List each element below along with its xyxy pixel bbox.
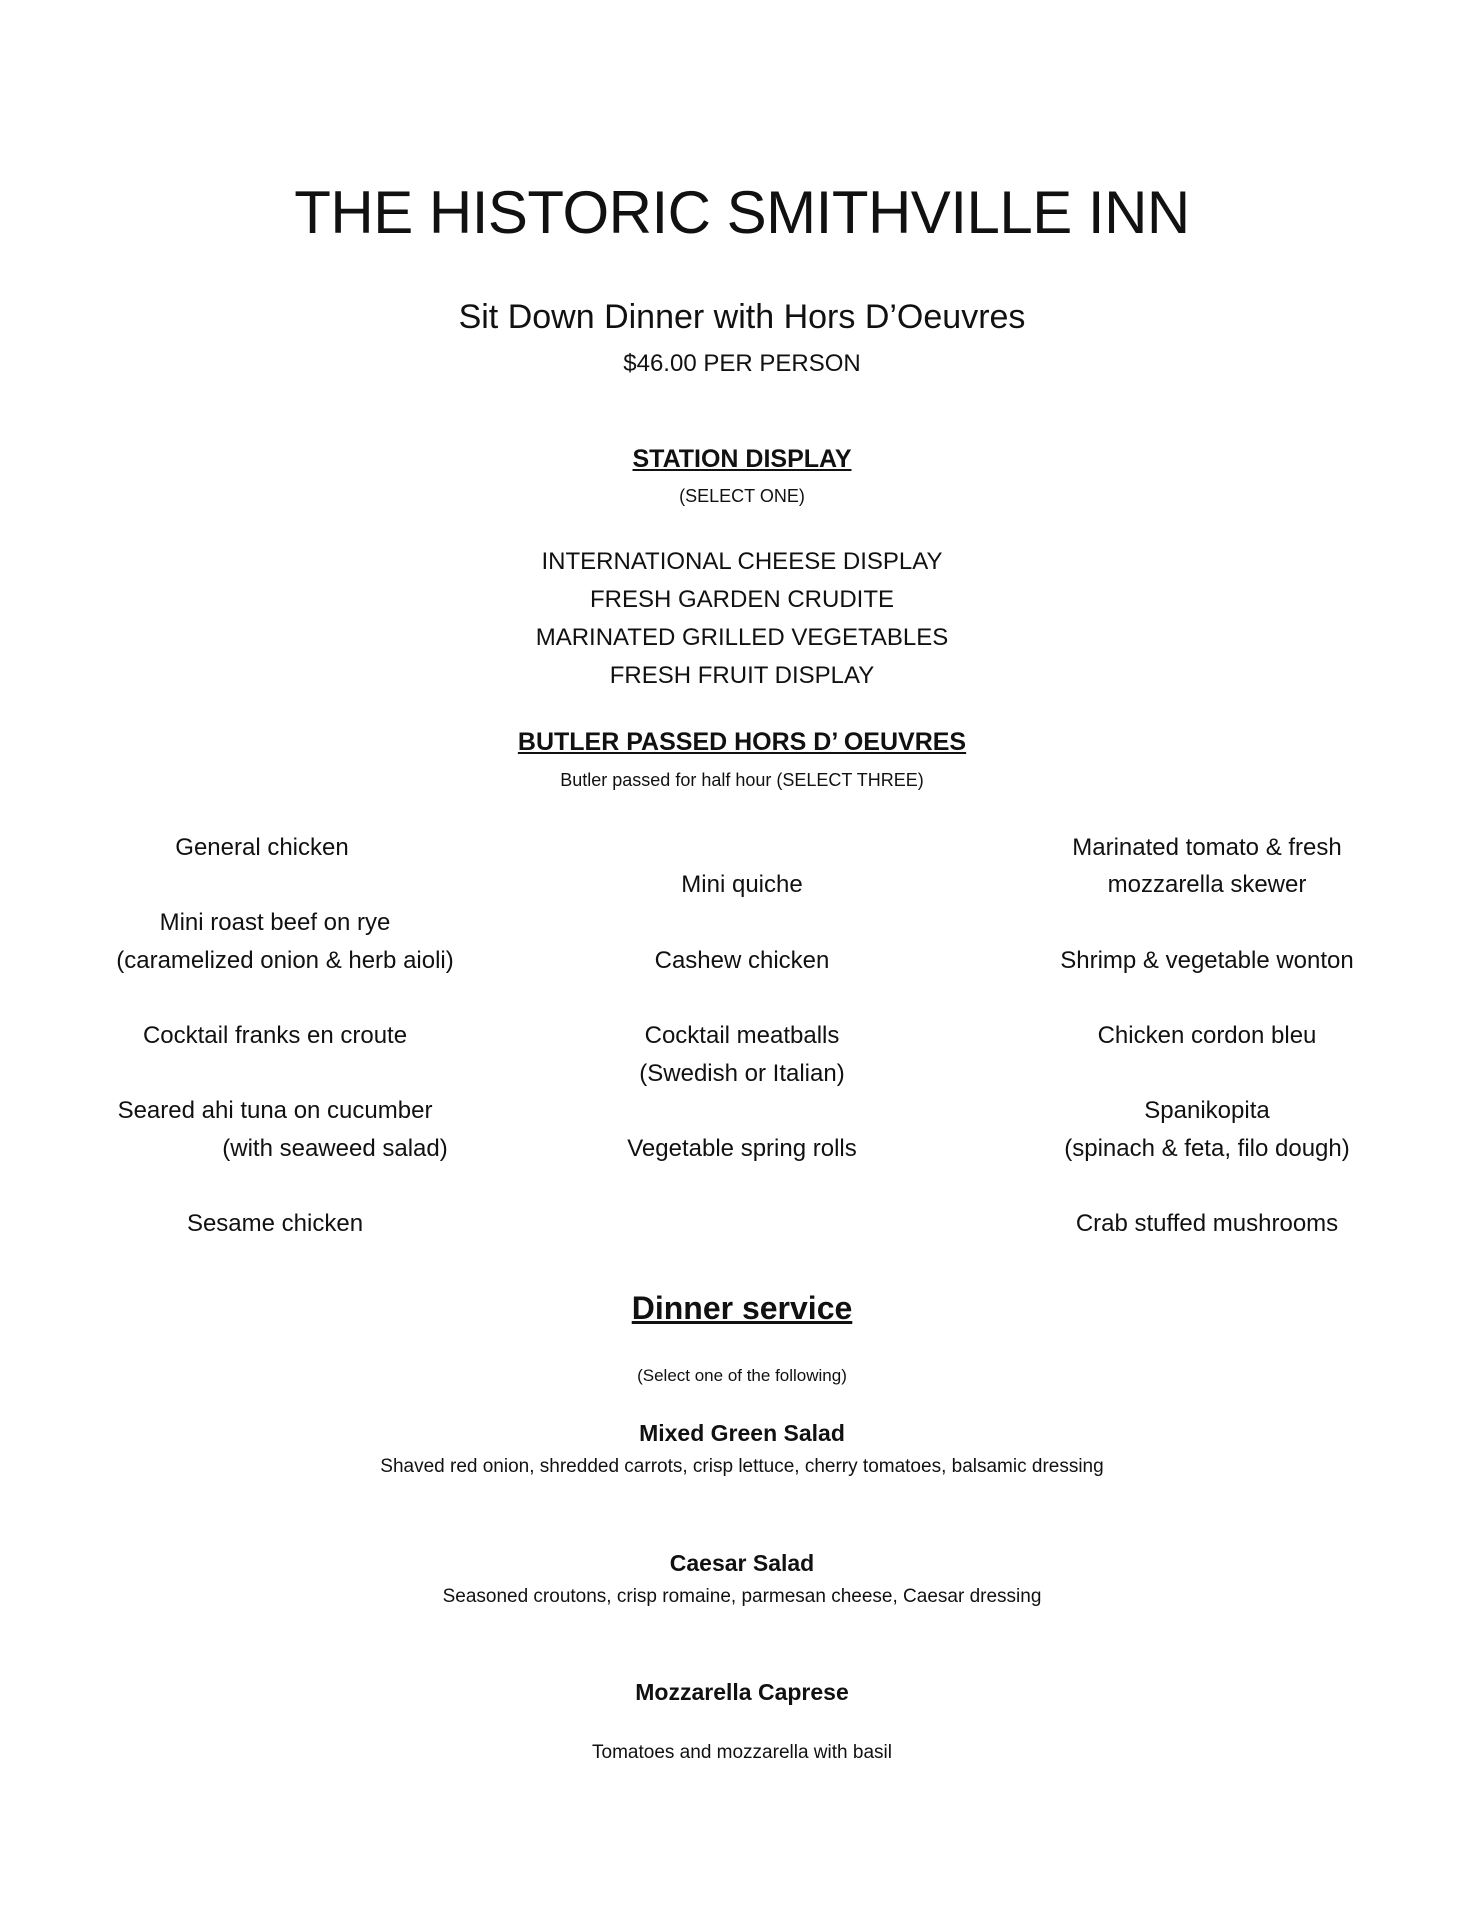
dinner-service-note: (Select one of the following) xyxy=(637,1366,847,1385)
hors-doeuvre-detail: mozzarella skewer xyxy=(1107,871,1307,898)
hors-doeuvre-item: Mini roast beef on rye xyxy=(159,909,391,936)
hors-doeuvre-item: Marinated tomato & fresh xyxy=(1072,834,1342,861)
station-item: FRESH FRUIT DISPLAY xyxy=(609,662,875,689)
hors-doeuvre-item: Cocktail franks en croute xyxy=(142,1022,408,1049)
station-display-note: (SELECT ONE) xyxy=(679,486,805,506)
hors-doeuvre-detail: (caramelized onion & herb aioli) xyxy=(116,947,454,974)
dish-name: Caesar Salad xyxy=(669,1550,815,1576)
price-per-person: $46.00 PER PERSON xyxy=(623,350,861,377)
hors-doeuvre-item: Vegetable spring rolls xyxy=(627,1135,857,1162)
station-display-heading: STATION DISPLAY xyxy=(632,445,852,473)
dish-description: Shaved red onion, shredded carrots, crisp lettuce, cherry tomatoes, balsamic dressing xyxy=(380,1456,1104,1477)
butler-passed-note: Butler passed for half hour (SELECT THREE) xyxy=(560,770,924,790)
station-item: FRESH GARDEN CRUDITE xyxy=(589,586,895,613)
station-item: INTERNATIONAL CHEESE DISPLAY xyxy=(541,548,943,575)
hors-doeuvre-detail: (with seaweed salad) xyxy=(222,1135,448,1162)
dish-description: Tomatoes and mozzarella with basil xyxy=(592,1742,892,1763)
hors-doeuvre-detail: (Swedish or Italian) xyxy=(639,1060,845,1087)
station-item: MARINATED GRILLED VEGETABLES xyxy=(535,624,949,651)
hors-doeuvre-item: Crab stuffed mushrooms xyxy=(1075,1210,1339,1237)
hors-doeuvre-item: Cashew chicken xyxy=(654,947,830,974)
menu-subtitle: Sit Down Dinner with Hors D’Oeuvres xyxy=(458,298,1026,336)
dish-name: Mixed Green Salad xyxy=(639,1420,845,1446)
hors-doeuvre-item: Shrimp & vegetable wonton xyxy=(1060,947,1354,974)
dinner-service-heading: Dinner service xyxy=(631,1290,853,1326)
hors-doeuvre-item: Sesame chicken xyxy=(186,1210,364,1237)
hors-doeuvre-item: Cocktail meatballs xyxy=(644,1022,840,1049)
butler-passed-heading: BUTLER PASSED HORS D’ OEUVRES xyxy=(517,728,967,756)
dish-description: Seasoned croutons, crisp romaine, parmesan cheese, Caesar dressing xyxy=(442,1586,1042,1607)
hors-doeuvre-item: Mini quiche xyxy=(681,871,803,898)
hors-doeuvre-item: Chicken cordon bleu xyxy=(1097,1022,1317,1049)
station-display-list xyxy=(0,543,1484,695)
dish-name: Mozzarella Caprese xyxy=(635,1679,849,1705)
hors-doeuvre-detail: (spinach & feta, filo dough) xyxy=(1064,1135,1350,1162)
hors-doeuvre-item: Seared ahi tuna on cucumber xyxy=(117,1097,433,1124)
hors-doeuvre-item: Spanikopita xyxy=(1144,1097,1270,1124)
hors-doeuvre-item: General chicken xyxy=(175,834,349,861)
page-title: THE HISTORIC SMITHVILLE INN xyxy=(294,179,1190,246)
